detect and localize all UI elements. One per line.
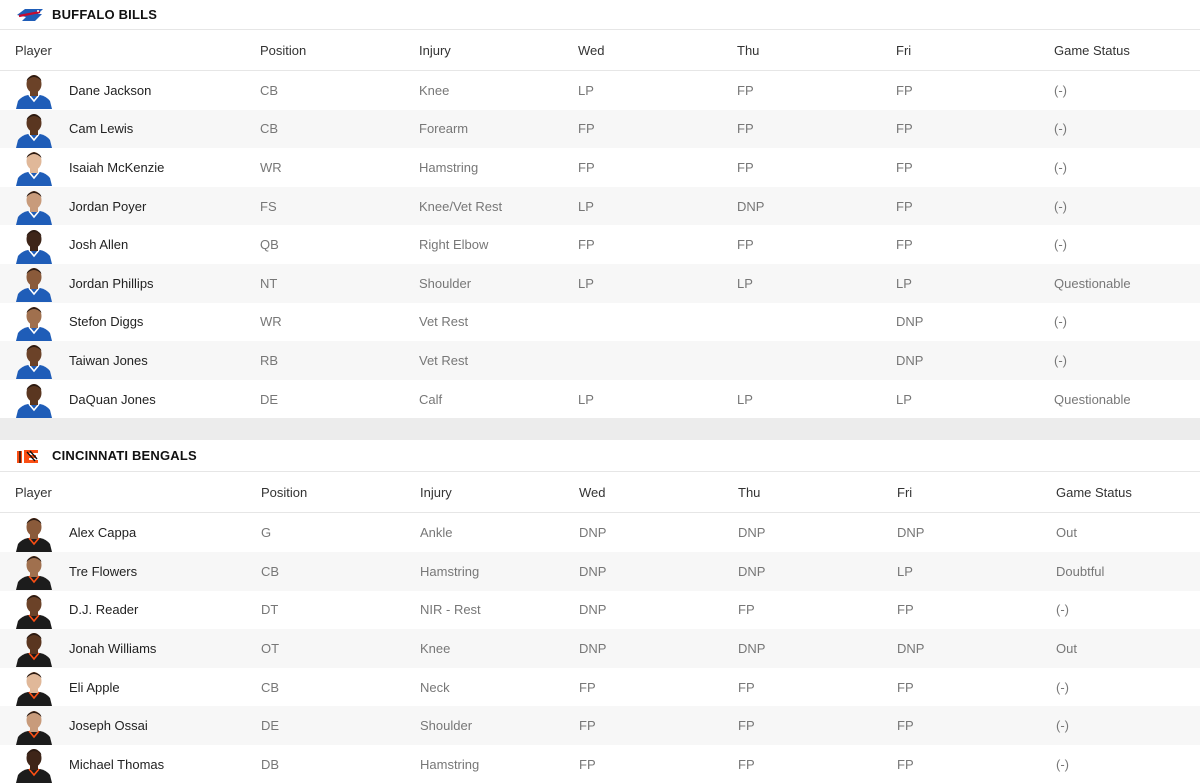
col-game-status-cell: Questionable <box>1054 264 1200 303</box>
col-injury-cell: Right Elbow <box>419 225 578 264</box>
team-section <box>0 440 1200 783</box>
col-position-cell: DE <box>261 706 420 745</box>
col-game-status-cell: (-) <box>1056 668 1200 707</box>
player-cell <box>0 341 260 380</box>
table-row <box>0 148 1200 187</box>
col-wed-cell <box>578 303 737 342</box>
col-fri-cell: FP <box>897 668 1056 707</box>
player-info <box>0 380 260 418</box>
col-injury-cell: Shoulder <box>419 264 578 303</box>
col-fri-header: Fri <box>896 30 1054 71</box>
player-cell <box>0 264 260 303</box>
player-headshot <box>14 745 54 783</box>
table-header-row <box>0 472 1200 513</box>
col-wed-cell: DNP <box>579 629 738 668</box>
col-position-cell: WR <box>260 148 419 187</box>
table-row <box>0 110 1200 149</box>
player-headshot <box>14 668 54 706</box>
col-game-status-cell: (-) <box>1054 187 1200 226</box>
player-headshot <box>14 264 54 302</box>
col-injury-cell: NIR - Rest <box>420 591 579 630</box>
col-game-status-cell: (-) <box>1054 303 1200 342</box>
col-thu-cell: DNP <box>738 629 897 668</box>
col-wed-cell: FP <box>579 706 738 745</box>
table-row <box>0 513 1200 552</box>
col-wed-cell: LP <box>578 264 737 303</box>
table-row <box>0 264 1200 303</box>
col-wed-cell: FP <box>578 148 737 187</box>
team-header <box>0 440 1200 472</box>
col-game-status-cell: (-) <box>1054 110 1200 149</box>
col-game-status-cell: Questionable <box>1054 380 1200 419</box>
col-fri-cell: FP <box>896 71 1054 110</box>
col-fri-cell: LP <box>896 264 1054 303</box>
col-position-cell: DE <box>260 380 419 419</box>
col-injury-cell: Ankle <box>420 513 579 552</box>
player-name: Isaiah McKenzie <box>69 159 165 175</box>
player-info <box>0 110 260 148</box>
col-wed-cell: LP <box>578 71 737 110</box>
col-fri-cell: DNP <box>896 303 1054 342</box>
player-name: Alex Cappa <box>69 525 137 541</box>
table-row <box>0 341 1200 380</box>
player-cell <box>0 71 260 110</box>
player-name: Tre Flowers <box>69 563 138 579</box>
player-name: Josh Allen <box>69 237 129 253</box>
col-position-cell: WR <box>260 303 419 342</box>
table-row <box>0 71 1200 110</box>
col-position-cell: CB <box>260 71 419 110</box>
col-position-cell: DT <box>261 591 420 630</box>
player-name: DaQuan Jones <box>69 391 156 407</box>
col-thu-cell <box>737 303 896 342</box>
table-row <box>0 225 1200 264</box>
player-name: Eli Apple <box>69 679 120 695</box>
table-row <box>0 303 1200 342</box>
table-row <box>0 591 1200 630</box>
player-info <box>0 187 260 225</box>
player-info <box>0 514 261 552</box>
table-row <box>0 552 1200 591</box>
col-injury-cell: Knee <box>419 71 578 110</box>
player-headshot <box>14 591 54 629</box>
col-wed-cell: DNP <box>579 513 738 552</box>
col-injury-cell: Knee <box>420 629 579 668</box>
table-row <box>0 187 1200 226</box>
col-game-status-cell: Out <box>1056 513 1200 552</box>
col-position-cell: FS <box>260 187 419 226</box>
col-game-status-cell: (-) <box>1054 341 1200 380</box>
table-row <box>0 380 1200 419</box>
col-game-status-cell: (-) <box>1056 745 1200 784</box>
player-cell <box>0 706 261 745</box>
player-info <box>0 303 260 341</box>
col-wed-header: Wed <box>578 30 737 71</box>
col-thu-header: Thu <box>738 472 897 513</box>
player-cell <box>0 148 260 187</box>
col-position-cell: CB <box>261 668 420 707</box>
col-injury-header: Injury <box>420 472 579 513</box>
col-fri-cell: LP <box>896 380 1054 419</box>
col-fri-cell: DNP <box>896 341 1054 380</box>
col-fri-cell: DNP <box>897 629 1056 668</box>
player-info <box>0 668 261 706</box>
player-info <box>0 552 261 590</box>
col-thu-cell: DNP <box>738 552 897 591</box>
col-injury-cell: Shoulder <box>420 706 579 745</box>
bengals-logo-icon <box>16 445 44 467</box>
col-wed-cell: LP <box>578 187 737 226</box>
col-position-cell: G <box>261 513 420 552</box>
col-thu-header: Thu <box>737 30 896 71</box>
col-fri-cell: FP <box>896 187 1054 226</box>
col-thu-cell: FP <box>738 668 897 707</box>
player-info <box>0 629 261 667</box>
col-wed-cell <box>578 341 737 380</box>
col-fri-cell: FP <box>896 148 1054 187</box>
player-headshot <box>14 514 54 552</box>
col-game-status-cell: (-) <box>1054 148 1200 187</box>
table-row <box>0 745 1200 784</box>
col-wed-header: Wed <box>579 472 738 513</box>
col-game-status-cell: (-) <box>1056 706 1200 745</box>
col-thu-cell: FP <box>737 110 896 149</box>
col-game-status-cell: (-) <box>1054 71 1200 110</box>
col-game-status-header: Game Status <box>1056 472 1200 513</box>
player-info <box>0 264 260 302</box>
team-name: BUFFALO BILLS <box>52 7 158 22</box>
player-cell <box>0 629 261 668</box>
player-headshot <box>14 187 54 225</box>
col-position-header: Position <box>261 472 420 513</box>
player-cell <box>0 225 260 264</box>
col-thu-cell <box>737 341 896 380</box>
col-position-cell: CB <box>261 552 420 591</box>
player-headshot <box>14 552 54 590</box>
player-headshot <box>14 71 54 109</box>
player-cell <box>0 552 261 591</box>
player-info <box>0 226 260 264</box>
player-info <box>0 707 261 745</box>
col-injury-cell: Forearm <box>419 110 578 149</box>
player-headshot <box>14 303 54 341</box>
col-thu-cell: FP <box>737 71 896 110</box>
col-game-status-cell: (-) <box>1054 225 1200 264</box>
col-injury-cell: Vet Rest <box>419 303 578 342</box>
col-position-cell: CB <box>260 110 419 149</box>
player-info <box>0 745 261 783</box>
player-cell <box>0 591 261 630</box>
col-player-header: Player <box>0 472 261 513</box>
col-wed-cell: DNP <box>579 591 738 630</box>
col-thu-cell: FP <box>737 225 896 264</box>
player-info <box>0 341 260 379</box>
col-thu-cell: FP <box>738 706 897 745</box>
col-fri-cell: LP <box>897 552 1056 591</box>
player-cell <box>0 513 261 552</box>
injury-table <box>0 30 1200 418</box>
col-fri-cell: FP <box>896 225 1054 264</box>
player-name: Cam Lewis <box>69 121 134 137</box>
team-name: CINCINNATI BENGALS <box>52 448 197 464</box>
player-info <box>0 148 260 186</box>
player-name: Joseph Ossai <box>69 718 148 734</box>
col-wed-cell: LP <box>578 380 737 419</box>
col-thu-cell: FP <box>737 148 896 187</box>
player-headshot <box>14 629 54 667</box>
col-thu-cell: FP <box>738 745 897 784</box>
col-injury-cell: Hamstring <box>420 745 579 784</box>
player-name: Dane Jackson <box>69 82 152 98</box>
injury-table <box>0 472 1200 783</box>
col-fri-cell: FP <box>897 706 1056 745</box>
col-injury-cell: Neck <box>420 668 579 707</box>
player-name: Michael Thomas <box>69 756 165 772</box>
player-cell <box>0 187 260 226</box>
player-info <box>0 591 261 629</box>
col-wed-cell: DNP <box>579 552 738 591</box>
player-cell <box>0 110 260 149</box>
player-headshot <box>14 226 54 264</box>
col-fri-cell: FP <box>897 591 1056 630</box>
col-wed-cell: FP <box>578 110 737 149</box>
col-game-status-header: Game Status <box>1054 30 1200 71</box>
col-position-cell: RB <box>260 341 419 380</box>
col-thu-cell: LP <box>737 380 896 419</box>
player-name: Stefon Diggs <box>69 314 144 330</box>
team-header <box>0 0 1200 30</box>
player-name: Jordan Poyer <box>69 198 147 214</box>
player-headshot <box>14 380 54 418</box>
player-name: D.J. Reader <box>69 602 139 618</box>
player-headshot <box>14 110 54 148</box>
col-injury-cell: Hamstring <box>420 552 579 591</box>
player-name: Jordan Phillips <box>69 275 154 291</box>
player-cell <box>0 380 260 419</box>
col-fri-header: Fri <box>897 472 1056 513</box>
player-name: Taiwan Jones <box>69 352 148 368</box>
player-name: Jonah Williams <box>69 640 157 656</box>
col-injury-cell: Hamstring <box>419 148 578 187</box>
bills-logo-icon <box>16 4 44 26</box>
col-position-cell: OT <box>261 629 420 668</box>
col-position-cell: DB <box>261 745 420 784</box>
col-wed-cell: FP <box>579 745 738 784</box>
col-injury-header: Injury <box>419 30 578 71</box>
player-headshot <box>14 707 54 745</box>
col-position-header: Position <box>260 30 419 71</box>
player-headshot <box>14 341 54 379</box>
table-row <box>0 706 1200 745</box>
col-injury-cell: Vet Rest <box>419 341 578 380</box>
col-fri-cell: FP <box>896 110 1054 149</box>
player-info <box>0 71 260 109</box>
col-thu-cell: LP <box>737 264 896 303</box>
player-headshot <box>14 148 54 186</box>
col-wed-cell: FP <box>579 668 738 707</box>
col-fri-cell: DNP <box>897 513 1056 552</box>
col-player-header: Player <box>0 30 260 71</box>
player-cell <box>0 303 260 342</box>
table-row <box>0 629 1200 668</box>
table-header-row <box>0 30 1200 71</box>
col-position-cell: QB <box>260 225 419 264</box>
col-thu-cell: DNP <box>737 187 896 226</box>
col-injury-cell: Calf <box>419 380 578 419</box>
col-wed-cell: FP <box>578 225 737 264</box>
col-game-status-cell: Out <box>1056 629 1200 668</box>
player-cell <box>0 745 261 784</box>
table-row <box>0 668 1200 707</box>
col-injury-cell: Knee/Vet Rest <box>419 187 578 226</box>
col-thu-cell: DNP <box>738 513 897 552</box>
col-fri-cell: FP <box>897 745 1056 784</box>
col-game-status-cell: Doubtful <box>1056 552 1200 591</box>
col-thu-cell: FP <box>738 591 897 630</box>
col-position-cell: NT <box>260 264 419 303</box>
col-game-status-cell: (-) <box>1056 591 1200 630</box>
player-cell <box>0 668 261 707</box>
section-divider <box>0 418 1200 440</box>
